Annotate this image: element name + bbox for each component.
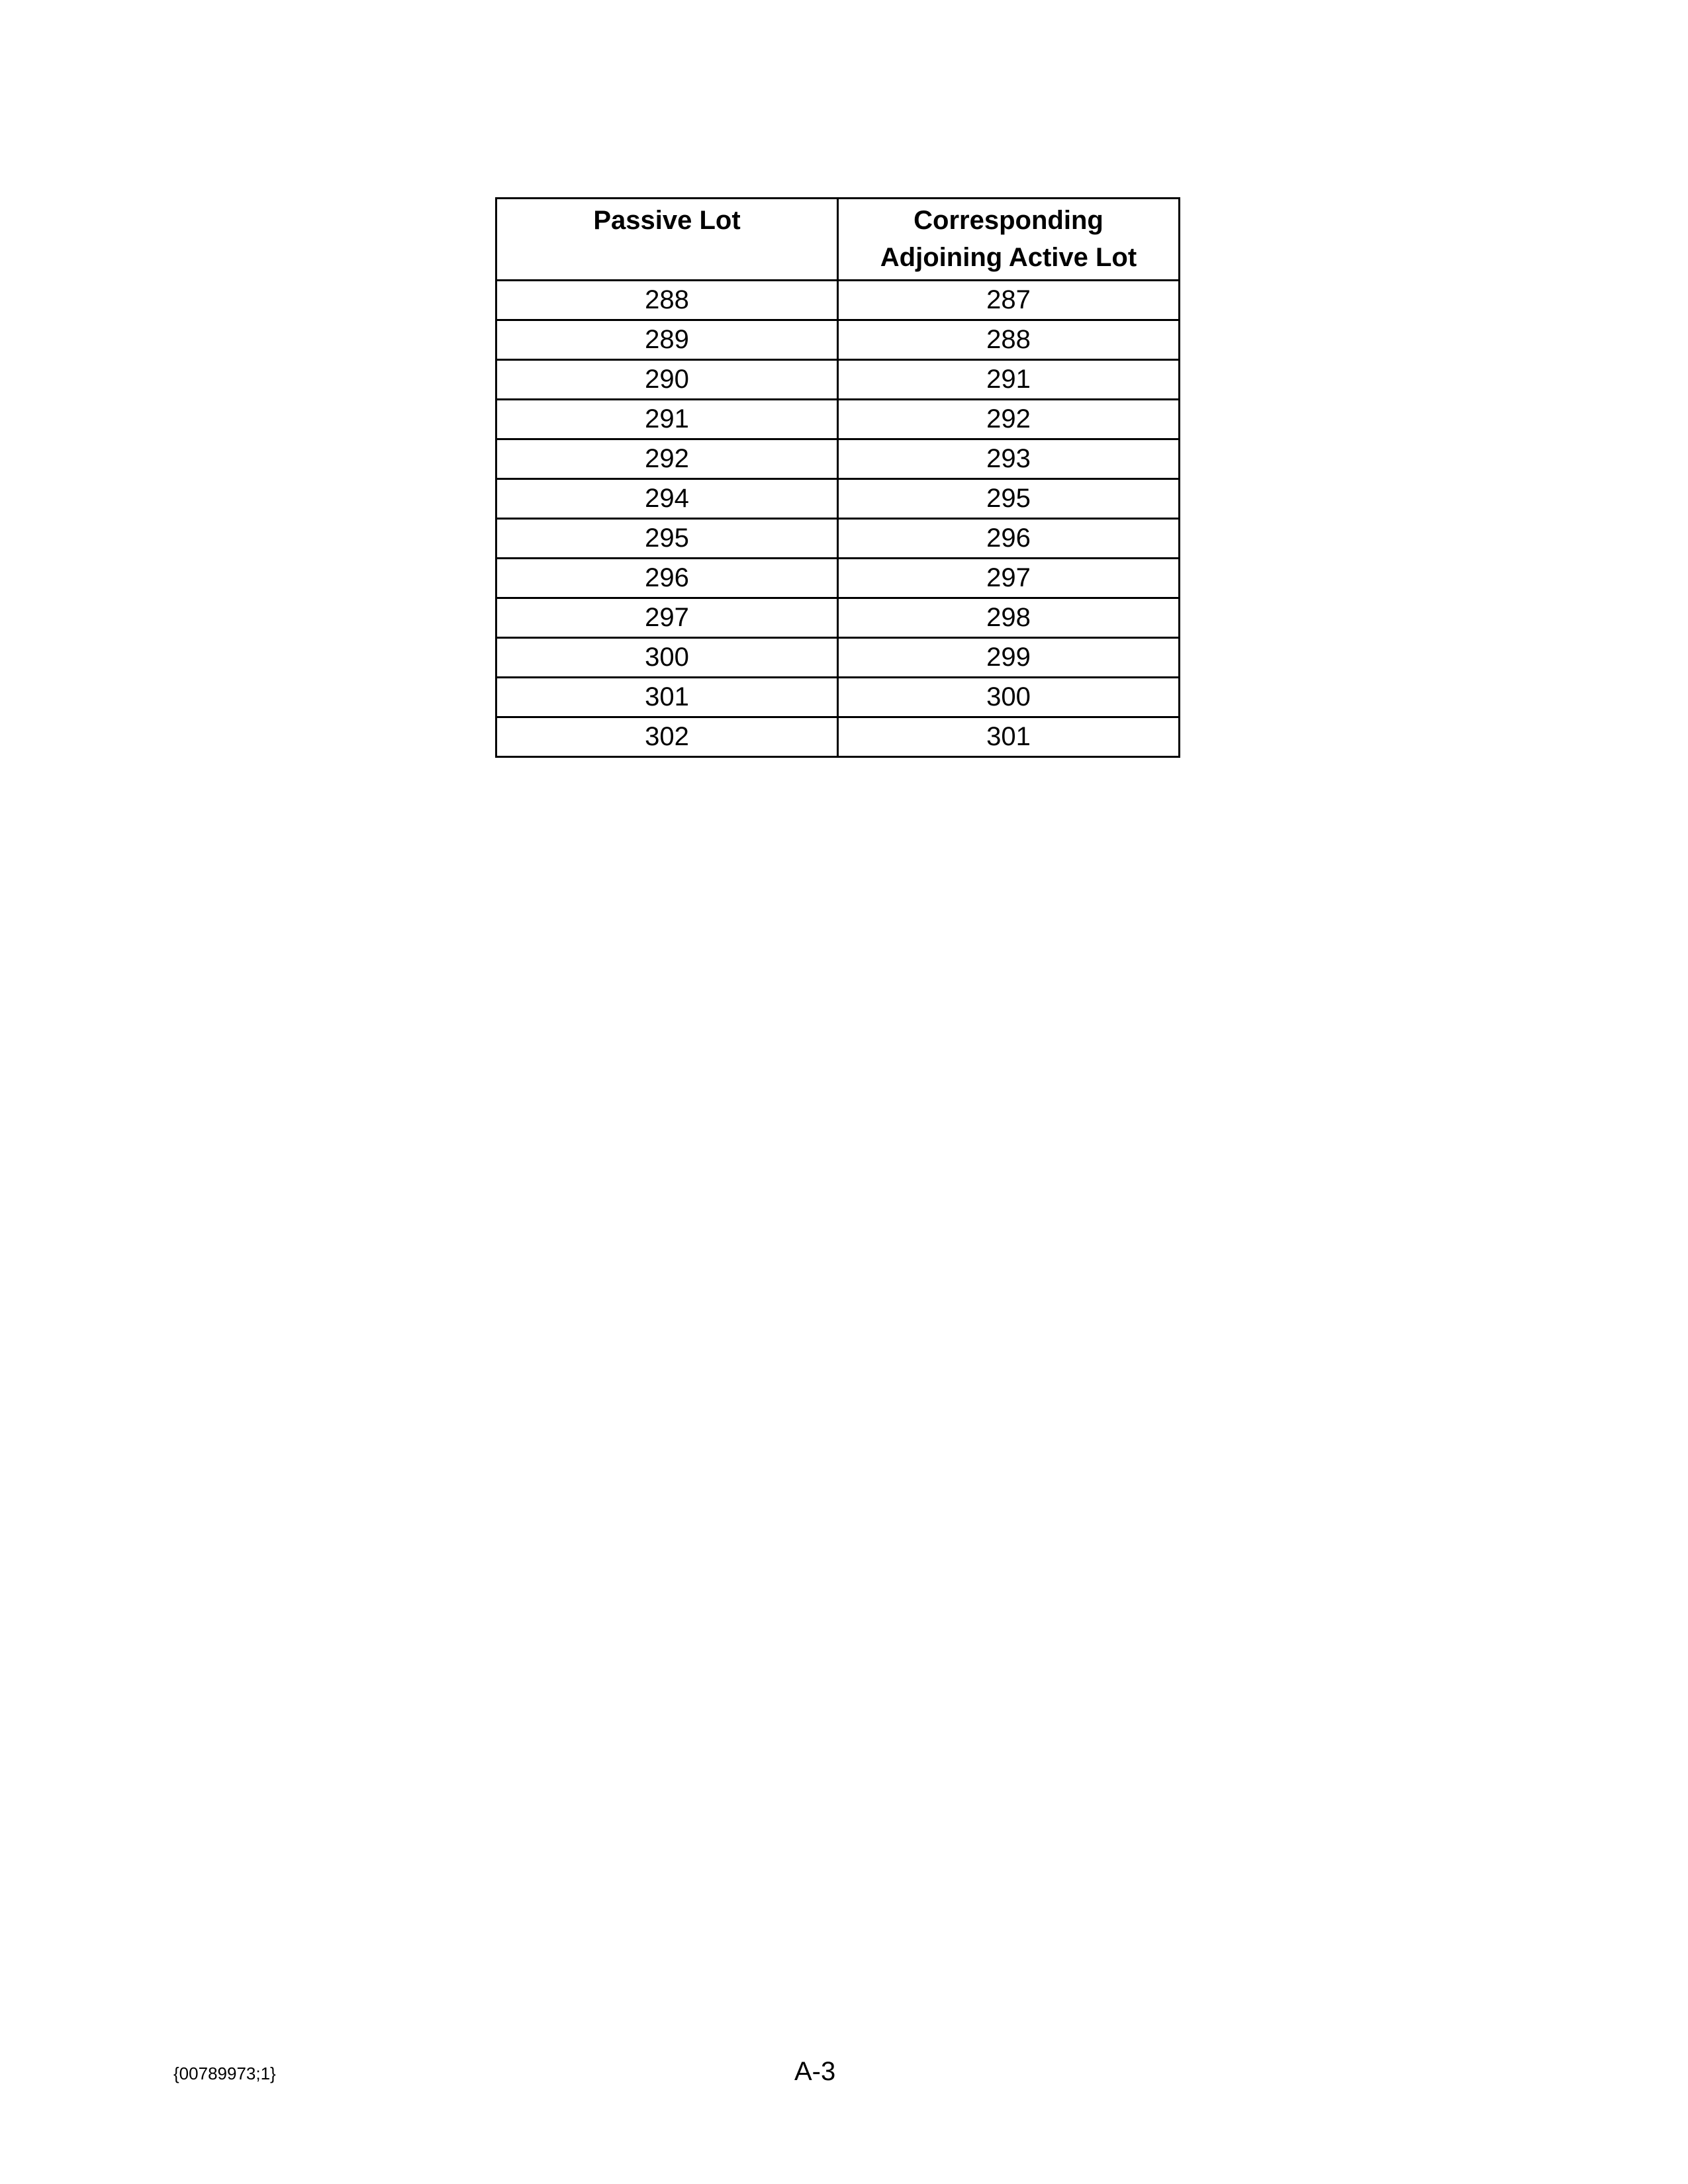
active-lot-cell: 287 [838,281,1180,320]
lot-table [495,197,1180,758]
passive-lot-cell: 301 [496,678,838,717]
active-lot-cell: 293 [838,439,1180,479]
table-row [496,678,1180,717]
active-lot-cell: 300 [838,678,1180,717]
passive-lot-cell: 302 [496,717,838,757]
passive-lot-cell: 291 [496,400,838,439]
table-row [496,320,1180,360]
active-lot-cell: 288 [838,320,1180,360]
passive-lot-cell: 290 [496,360,838,400]
active-lot-cell: 295 [838,479,1180,519]
passive-lot-cell: 289 [496,320,838,360]
header-passive-lot: Passive Lot [496,199,838,281]
table-row [496,559,1180,598]
header-adjoining-active-lot: Corresponding Adjoining Active Lot [838,199,1180,281]
table-row [496,281,1180,320]
active-lot-cell: 297 [838,559,1180,598]
passive-lot-cell: 295 [496,519,838,559]
active-lot-cell: 291 [838,360,1180,400]
passive-lot-cell: 294 [496,479,838,519]
table-row [496,519,1180,559]
table-row [496,717,1180,757]
active-lot-cell: 301 [838,717,1180,757]
table-body [496,281,1180,757]
active-lot-cell: 292 [838,400,1180,439]
passive-lot-cell: 297 [496,598,838,638]
table-row [496,479,1180,519]
table-row [496,360,1180,400]
passive-lot-cell: 296 [496,559,838,598]
active-lot-cell: 298 [838,598,1180,638]
active-lot-cell: 299 [838,638,1180,678]
document-id: {00789973;1} [173,2064,276,2083]
passive-lot-cell: 292 [496,439,838,479]
table-row [496,400,1180,439]
table-row [496,638,1180,678]
active-lot-cell: 296 [838,519,1180,559]
header-row [496,199,1180,281]
table-row [496,439,1180,479]
table-row [496,598,1180,638]
page-number: A-3 [794,2057,836,2086]
passive-lot-cell: 288 [496,281,838,320]
passive-lot-cell: 300 [496,638,838,678]
